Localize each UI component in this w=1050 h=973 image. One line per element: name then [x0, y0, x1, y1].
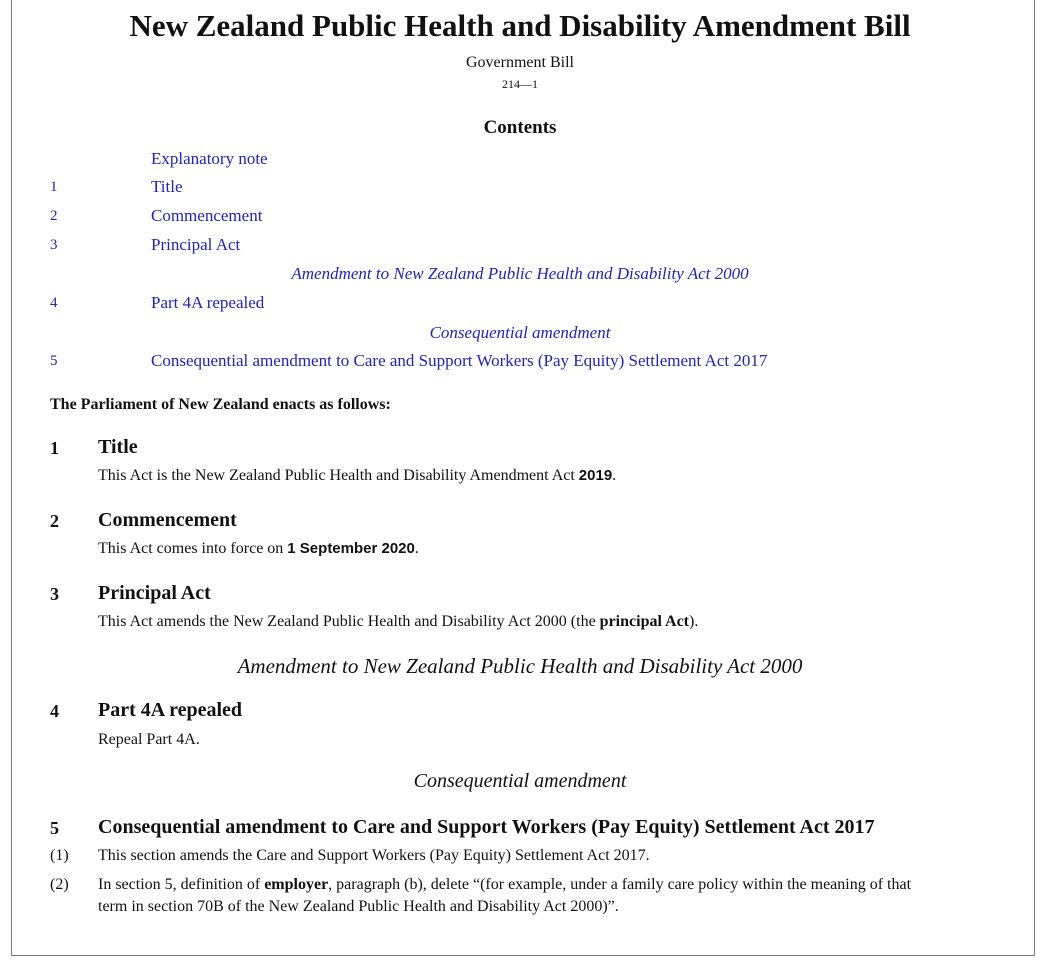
- section-5-heading: Consequential amendment to Care and Support Workers (Pay Equity) Settlement Act 2017: [98, 816, 875, 838]
- section-3-text-start: This Act amends the New Zealand Public Health and Disability Act 2000 (the: [98, 613, 600, 630]
- bill-title: New Zealand Public Health and Disability Amendment Bill: [129, 8, 911, 43]
- bill-number: 214—1: [502, 77, 538, 91]
- section-2-text-end: .: [414, 540, 419, 557]
- section-1-text-start: This Act is the New Zealand Public Health and Disability Amendment Act: [98, 467, 579, 484]
- part-heading-amendment: Amendment to New Zealand Public Health and Disability Act 2000: [237, 654, 803, 678]
- bill-type: Government Bill: [466, 54, 574, 71]
- section-5-number: 5: [50, 818, 59, 838]
- subsection-2-text-end: , paragraph (b), delete “(for example, under a family care policy within the meaning of that term in section 70B of the New Zealand Public Health and Disability Act 2000)”.: [98, 876, 912, 915]
- section-2-text: [98, 540, 419, 558]
- section-4-number: 4: [50, 701, 59, 721]
- toc-number-5: 5: [50, 353, 58, 369]
- subsection-1-number: (1): [50, 847, 69, 864]
- section-3-heading: Principal Act: [98, 582, 211, 604]
- section-2-number: 2: [50, 511, 59, 531]
- section-1-text: [98, 467, 616, 485]
- toc-link-title[interactable]: Title: [151, 177, 183, 196]
- toc-part-heading-amendment[interactable]: Amendment to New Zealand Public Health and Disability Act 2000: [291, 264, 749, 283]
- section-1-heading: Title: [98, 436, 138, 458]
- subsection-2-text-start: In section 5, definition of: [98, 876, 265, 893]
- section-1-number: 1: [50, 438, 59, 458]
- toc-number-4: 4: [50, 295, 58, 311]
- section-2-date: 1 September 2020: [287, 540, 415, 557]
- section-1-year: 2019: [578, 467, 613, 484]
- toc-link-part-4a-repealed[interactable]: Part 4A repealed: [151, 293, 265, 312]
- toc-number-3: 3: [50, 237, 58, 253]
- section-3-defined-term: principal Act: [599, 613, 690, 630]
- toc-link-principal-act[interactable]: Principal Act: [151, 235, 241, 254]
- toc-number-1: 1: [50, 179, 58, 195]
- toc-link-consequential-amendment[interactable]: Consequential amendment to Care and Support Workers (Pay Equity) Settlement Act 2017: [151, 351, 768, 370]
- document-page: [11, 0, 1035, 956]
- section-3-text-end: ).: [689, 613, 699, 630]
- subsection-1-text: This section amends the Care and Support Workers (Pay Equity) Settlement Act 2017.: [98, 847, 650, 864]
- contents-heading: Contents: [483, 117, 557, 138]
- toc-link-explanatory-note[interactable]: Explanatory note: [151, 149, 268, 168]
- section-3-number: 3: [50, 584, 59, 604]
- enacting-clause: The Parliament of New Zealand enacts as follows:: [50, 396, 391, 413]
- section-4-heading: Part 4A repealed: [98, 699, 243, 721]
- toc-part-heading-consequential[interactable]: Consequential amendment: [429, 323, 611, 342]
- part-heading-consequential: Consequential amendment: [413, 770, 627, 792]
- section-4-text: Repeal Part 4A.: [98, 731, 200, 748]
- subsection-2-defined-term: employer: [264, 876, 329, 893]
- toc-number-2: 2: [50, 208, 58, 224]
- section-2-heading: Commencement: [98, 509, 237, 531]
- section-3-text: [98, 613, 698, 631]
- section-2-text-start: This Act comes into force on: [98, 540, 288, 557]
- section-1-text-end: .: [612, 467, 617, 484]
- subsection-2-number: (2): [50, 876, 69, 893]
- subsection-2-text: [98, 874, 918, 918]
- toc-link-commencement[interactable]: Commencement: [151, 206, 263, 225]
